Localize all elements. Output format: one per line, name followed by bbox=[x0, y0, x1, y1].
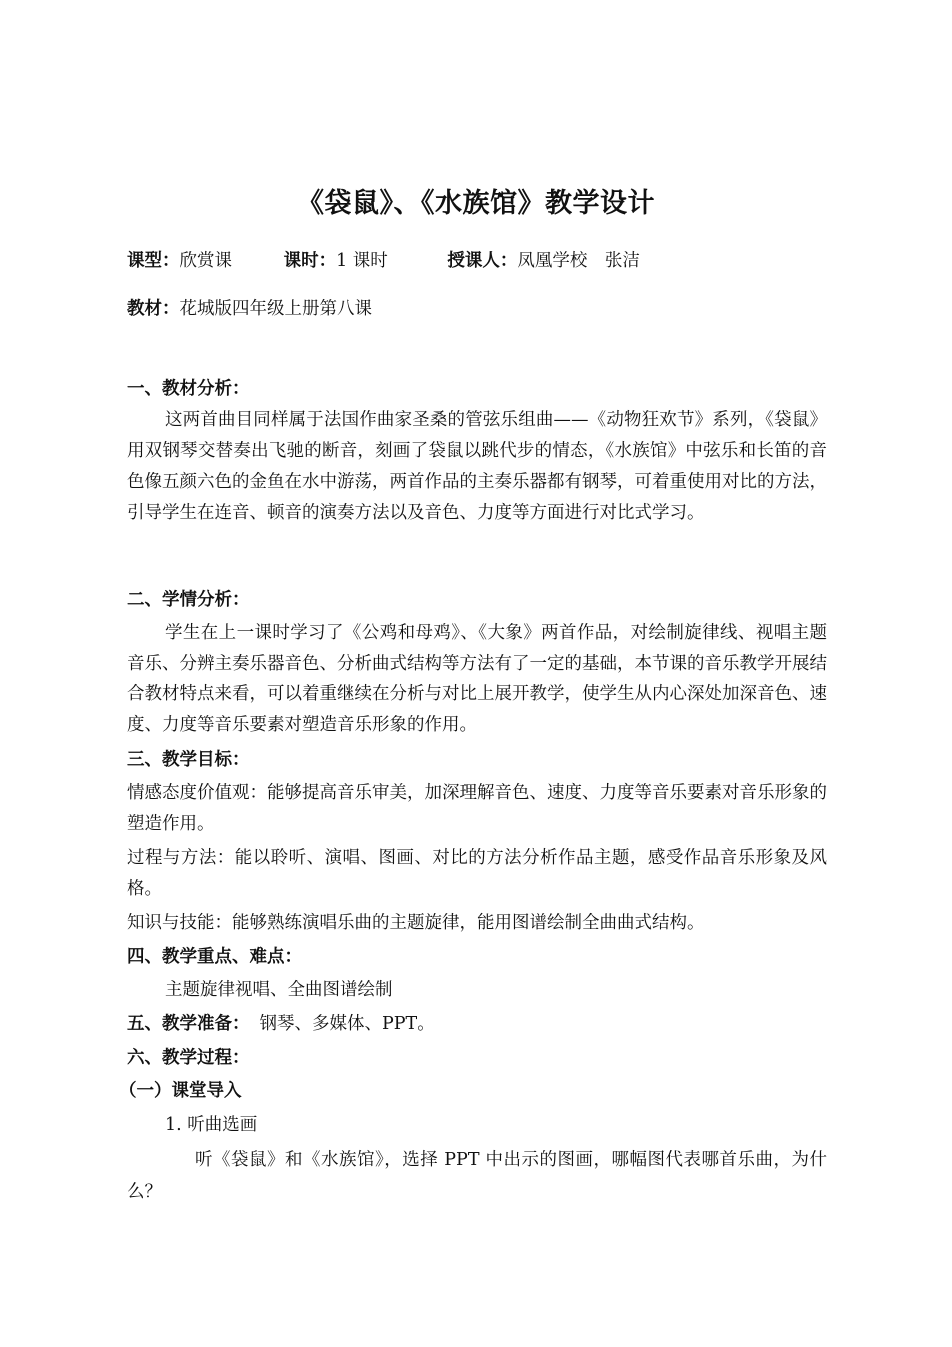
key-points-text: 主题旋律视唱、全曲图谱绘制 bbox=[165, 980, 393, 1000]
type-value: 欣赏课 bbox=[179, 251, 232, 271]
textbook-row bbox=[127, 295, 372, 320]
section-heading-material: 一、教材分析： bbox=[127, 379, 250, 399]
document-title: 《袋鼠》、《水族馆》教学设计 bbox=[297, 188, 655, 219]
paragraph: 情感态度价值观：能够提高音乐审美，加深理解音色、速度、力度等音乐要素对音乐形象的塑造作用。 bbox=[127, 783, 827, 834]
paragraph: 过程与方法：能以聆听、演唱、图画、对比的方法分析作品主题，感受作品音乐形象及风格。 bbox=[127, 848, 827, 899]
preparation-text: 钢琴、多媒体、PPT。 bbox=[259, 1014, 435, 1034]
paragraph: 学生在上一课时学习了《公鸡和母鸡》、《大象》两首作品，对绘制旋律线、视唱主题音乐、分辨主奏乐器音色、分析曲式结构等方法有了一定的基础，本节课的音乐教学开展结合教材特点来看，可以着重继续在分析与对比上展开教学，使学生从内心深处加深音色、速度、力度等音乐要素对塑造音乐形象的作用。 bbox=[127, 623, 827, 735]
hours-label: 课时： bbox=[283, 251, 337, 271]
teacher-label: 授课人： bbox=[447, 251, 518, 271]
goal-skill: 知识与技能：能够熟练演唱乐曲的主题旋律，能用图谱绘制全曲曲式结构。 bbox=[127, 913, 705, 933]
type-label: 课型： bbox=[127, 251, 180, 271]
textbook-label: 教材： bbox=[127, 299, 180, 319]
section-heading-process: 六、教学过程： bbox=[127, 1048, 250, 1068]
goal-emotion bbox=[127, 778, 827, 840]
step-item-text bbox=[127, 1144, 827, 1208]
section-heading-preparation: 五、教学准备： bbox=[127, 1014, 250, 1034]
teacher-value: 凤凰学校 张洁 bbox=[517, 251, 640, 271]
meta-row bbox=[127, 247, 640, 272]
section-preparation-row bbox=[127, 1010, 435, 1035]
section-heading-key-points: 四、教学重点、难点： bbox=[127, 947, 302, 967]
section-material-text bbox=[127, 405, 827, 529]
textbook-value: 花城版四年级上册第八课 bbox=[179, 299, 372, 319]
paragraph: 这两首曲目同样属于法国作曲家圣桑的管弦乐组曲——《动物狂欢节》系列，《袋鼠》用双钢琴交替奏出飞驰的断音，刻画了袋鼠以跳代步的情态，《水族馆》中弦乐和长笛的音色像五颜六色的金鱼在水中游荡，两首作品的主奏乐器都有钢琴，可着重使用对比的方法，引导学生在连音、顿音的演奏方法以及音色、力度等方面进行对比式学习。 bbox=[127, 410, 827, 523]
section-students-text bbox=[127, 618, 827, 740]
step-item: 1. 听曲选画 bbox=[165, 1115, 258, 1135]
section-heading-students: 二、学情分析： bbox=[127, 590, 250, 610]
hours-value: 1 课时 bbox=[336, 251, 388, 271]
subsection-intro: （一）课堂导入 bbox=[119, 1081, 242, 1101]
section-heading-goals: 三、教学目标： bbox=[127, 750, 250, 770]
paragraph: 听《袋鼠》和《水族馆》，选择 PPT 中出示的图画，哪幅图代表哪首乐曲，为什么？ bbox=[127, 1150, 827, 1202]
goal-process bbox=[127, 843, 827, 905]
